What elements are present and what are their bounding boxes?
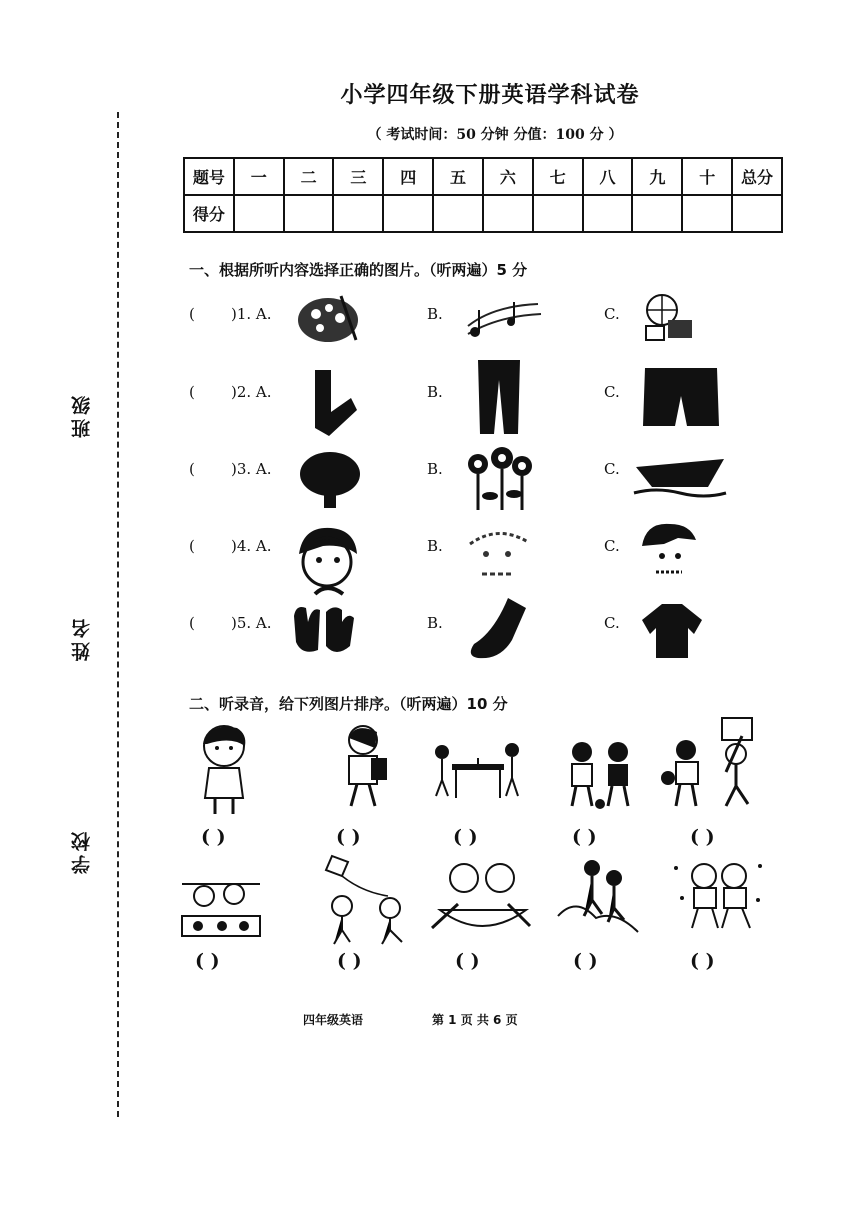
class-label: 班级 — [71, 392, 93, 438]
column-cell: 六 — [483, 158, 533, 195]
score-table-score-row — [184, 195, 782, 232]
score-input-cell[interactable] — [383, 195, 433, 232]
option-b-label: B. — [427, 460, 443, 478]
option-b-label: B. — [427, 537, 443, 555]
option-c-label: C. — [604, 305, 620, 323]
score-input-cell[interactable] — [433, 195, 483, 232]
boat-icon — [632, 453, 728, 499]
order-blank[interactable]: ( ) — [337, 950, 362, 972]
ping-pong-players-icon — [432, 740, 524, 802]
girl-with-backpack-icon — [335, 722, 395, 810]
score-input-cell[interactable] — [533, 195, 583, 232]
sick-face-icon — [638, 520, 698, 584]
exam-info: （ 考试时间：50 分钟 分值：100 分 ） — [367, 127, 623, 143]
kids-flying-kite-icon — [312, 852, 412, 946]
score-label-cell: 得分 — [184, 195, 234, 232]
shorts-icon — [641, 366, 721, 432]
option-b-label: B. — [427, 614, 443, 632]
paint-palette-icon — [296, 292, 364, 348]
question-number: )5. A. — [231, 614, 272, 632]
option-b-label: B. — [427, 383, 443, 401]
school-label: 学校 — [71, 828, 93, 874]
order-blank[interactable]: ( ) — [453, 826, 478, 848]
option-b-label: B. — [427, 305, 443, 323]
score-table-header-row — [184, 158, 782, 195]
kids-rowing-boat-icon — [430, 856, 534, 940]
coat-icon — [640, 600, 704, 660]
question-3 — [189, 460, 272, 478]
score-input-cell[interactable] — [333, 195, 383, 232]
answer-blank[interactable]: ( — [189, 614, 195, 632]
question-number: )3. A. — [231, 460, 272, 478]
order-blank[interactable]: ( ) — [336, 826, 361, 848]
score-input-cell[interactable] — [284, 195, 334, 232]
answer-blank[interactable]: ( — [189, 383, 195, 401]
score-input-cell[interactable] — [483, 195, 533, 232]
score-input-cell[interactable] — [682, 195, 732, 232]
option-c-label: C. — [604, 383, 620, 401]
column-cell: 九 — [632, 158, 682, 195]
question-2 — [189, 383, 272, 401]
option-c-label: C. — [604, 460, 620, 478]
flowers-icon — [462, 446, 538, 514]
order-blank[interactable]: ( ) — [195, 950, 220, 972]
total-column-cell: 总分 — [732, 158, 782, 195]
column-cell: 十 — [682, 158, 732, 195]
score-input-cell[interactable] — [632, 195, 682, 232]
footer-subject: 四年级英语 — [303, 1013, 364, 1027]
score-input-cell[interactable] — [234, 195, 284, 232]
gloves-icon — [290, 602, 356, 658]
girl-picture-icon — [189, 722, 259, 818]
order-blank[interactable]: ( ) — [573, 950, 598, 972]
question-number: )2. A. — [231, 383, 272, 401]
shoe-icon — [464, 596, 534, 662]
header-label-cell: 题号 — [184, 158, 234, 195]
column-cell: 二 — [284, 158, 334, 195]
question-5 — [189, 614, 272, 632]
boys-playing-football-icon — [564, 740, 640, 810]
option-c-label: C. — [604, 537, 620, 555]
score-input-cell[interactable] — [732, 195, 782, 232]
score-input-cell[interactable] — [583, 195, 633, 232]
ball-and-toys-icon — [640, 290, 696, 346]
column-cell: 五 — [433, 158, 483, 195]
kids-hiking-icon — [556, 856, 640, 936]
answer-blank[interactable]: ( — [189, 305, 195, 323]
kids-picnic-icon — [178, 856, 264, 942]
boy-face-icon — [293, 524, 361, 596]
order-blank[interactable]: ( ) — [572, 826, 597, 848]
tree-icon — [298, 450, 362, 510]
order-blank[interactable]: ( ) — [201, 826, 226, 848]
trousers-icon — [474, 358, 524, 436]
binding-dashed-line — [117, 112, 119, 1117]
order-blank[interactable]: ( ) — [690, 950, 715, 972]
option-c-label: C. — [604, 614, 620, 632]
order-blank[interactable]: ( ) — [455, 950, 480, 972]
question-1 — [189, 305, 272, 323]
column-cell: 八 — [583, 158, 633, 195]
question-number: )4. A. — [231, 537, 272, 555]
kids-skating-in-snow-icon — [670, 858, 766, 932]
column-cell: 三 — [333, 158, 383, 195]
question-4 — [189, 537, 272, 555]
order-blank[interactable]: ( ) — [690, 826, 715, 848]
question-number: )1. A. — [231, 305, 272, 323]
sock-icon — [305, 368, 359, 440]
sad-face-icon — [462, 524, 534, 586]
section1-heading: 一、根据所听内容选择正确的图片。（听两遍）5 分 — [189, 261, 528, 279]
column-cell: 四 — [383, 158, 433, 195]
score-table — [183, 157, 783, 233]
answer-blank[interactable]: ( — [189, 460, 195, 478]
page-title: 小学四年级下册英语学科试卷 — [340, 83, 640, 108]
footer-page-number: 第 1 页 共 6 页 — [432, 1013, 518, 1027]
column-cell: 七 — [533, 158, 583, 195]
column-cell: 一 — [234, 158, 284, 195]
boys-playing-basketball-icon — [660, 716, 764, 812]
name-label: 姓名 — [71, 615, 93, 661]
answer-blank[interactable]: ( — [189, 537, 195, 555]
music-notes-icon — [463, 296, 543, 344]
section2-heading: 二、听录音，给下列图片排序。（听两遍）10 分 — [189, 695, 508, 713]
